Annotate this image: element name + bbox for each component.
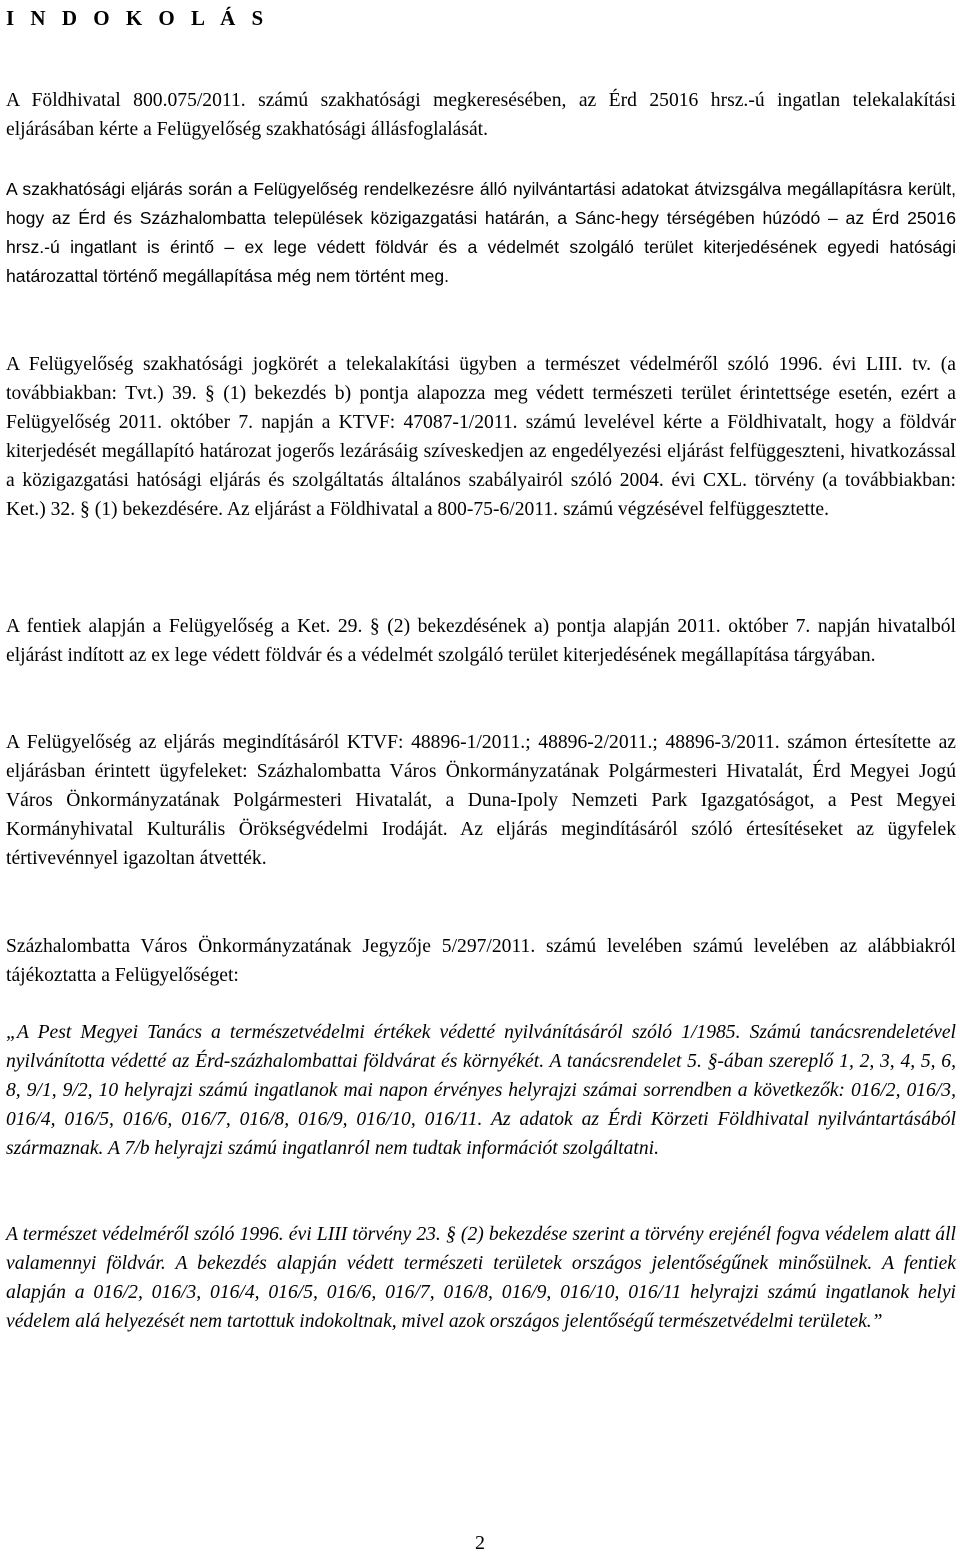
paragraph-jurisdiction: A Felügyelőség szakhatósági jogkörét a telekalakítási ügyben a természet védelméről szóló 1996. évi LIII. tv. (a továbbiakban: Tvt.) 39. § (1) bekezdés b) pontja alapozza meg védett természeti terület érintettsége esetén, ezért a Felügyelőség 2011. október 7. napján a KTVF: 47087-1/2011. számú levelével kérte a Földhivatalt, hogy a földvár kiterjedését megállapító határozat jogerős lezárásáig szíveskedjen az engedélyezési eljárást felfüggeszteni, hivatkozással a közigazgatási hatósági eljárás és szolgáltatás általános szabályairól szóló 2004. évi CXL. törvény (a továbbiakban: Ket.) 32. § (1) bekezdésére. Az eljárást a Földhivatal a 800-75-6/2011. számú végzésével felfüggesztette. xyxy=(6,354,956,520)
document-heading: I N D O K O L Á S xyxy=(6,6,269,30)
paragraph-procedure-start: A fentiek alapján a Felügyelőség a Ket. 29. § (2) bekezdésének a) pontja alapján 2011. október 7. napján hivatalból eljárást indított az ex lege védett földvár és a védelmét szolgáló terület kiterjedésének megállapítása tárgyában. xyxy=(6,616,956,666)
quote-paragraph-2: A természet védelméről szóló 1996. évi LIII törvény 23. § (2) bekezdése szerint a törvény erejénél fogva védelem alatt áll valamennyi földvár. A bekezdés alapján védett természeti területek országos jelentőségűnek minősülnek. A fentiek alapján a 016/2, 016/3, 016/4, 016/5, 016/6, 016/7, 016/8, 016/9, 016/10, 016/11 helyrajzi számú ingatlanok helyi védelem alá helyezését nem tartottuk indokoltnak, mivel azok országos jelentőségű természetvédelmi területek.” xyxy=(6,1224,956,1332)
page-number: 2 xyxy=(475,1532,485,1554)
paragraph-findings: A szakhatósági eljárás során a Felügyelőség rendelkezésre álló nyilvántartási adatokat átvizsgálva megállapításra került, hogy az Érd és Százhalombatta települések közigazgatási határán, a Sánc-hegy térségében húzódó – az Érd 25016 hrsz.-ú ingatlant is érintő – ex lege védett földvár és a védelmét szolgáló terület kiterjedésének egyedi hatósági határozattal történő megállapítása még nem történt meg. xyxy=(6,179,956,286)
quote-paragraph-1: „A Pest Megyei Tanács a természetvédelmi értékek védetté nyilvánításáról szóló 1/1985. Számú tanácsrendeletével nyilvánította védetté az Érd-százhalombattai földvárat és környékét. A tanácsrendelet 5. §-ában szereplő 1, 2, 3, 4, 5, 6, 8, 9/1, 9/2, 10 helyrajzi számú ingatlanok mai napon érvényes helyrajzi számai sorrendben a következők: 016/2, 016/3, 016/4, 016/5, 016/6, 016/7, 016/8, 016/9, 016/10, 016/11. Az adatok az Érdi Körzeti Földhivatal nyilvántartásából származnak. A 7/b helyrajzi számú ingatlanról nem tudtak információt szolgáltatni. xyxy=(6,1022,956,1159)
paragraph-intro: A Földhivatal 800.075/2011. számú szakhatósági megkeresésében, az Érd 25016 hrsz.-ú ingatlan telekalakítási eljárásában kérte a Felügyelőség szakhatósági állásfoglalását. xyxy=(6,90,956,140)
paragraph-letter: Százhalombatta Város Önkormányzatának Jegyzője 5/297/2011. számú levelében számú levelében az alábbiakról tájékoztatta a Felügyelőséget: xyxy=(6,936,956,986)
paragraph-notification: A Felügyelőség az eljárás megindításáról KTVF: 48896-1/2011.; 48896-2/2011.; 48896-3/2011. számon értesítette az eljárásban érintett ügyfeleket: Százhalombatta Város Önkormányzatának Polgármesteri Hivatalát, Érd Megyei Jogú Város Önkormányzatának Polgármesteri Hivatalát, a Duna-Ipoly Nemzeti Park Igazgatóságot, a Pest Megyei Kormányhivatal Kulturális Örökségvédelmi Irodáját. Az eljárás megindításáról szóló értesítéseket az ügyfelek tértivevénnyel igazoltan átvették. xyxy=(6,732,956,869)
